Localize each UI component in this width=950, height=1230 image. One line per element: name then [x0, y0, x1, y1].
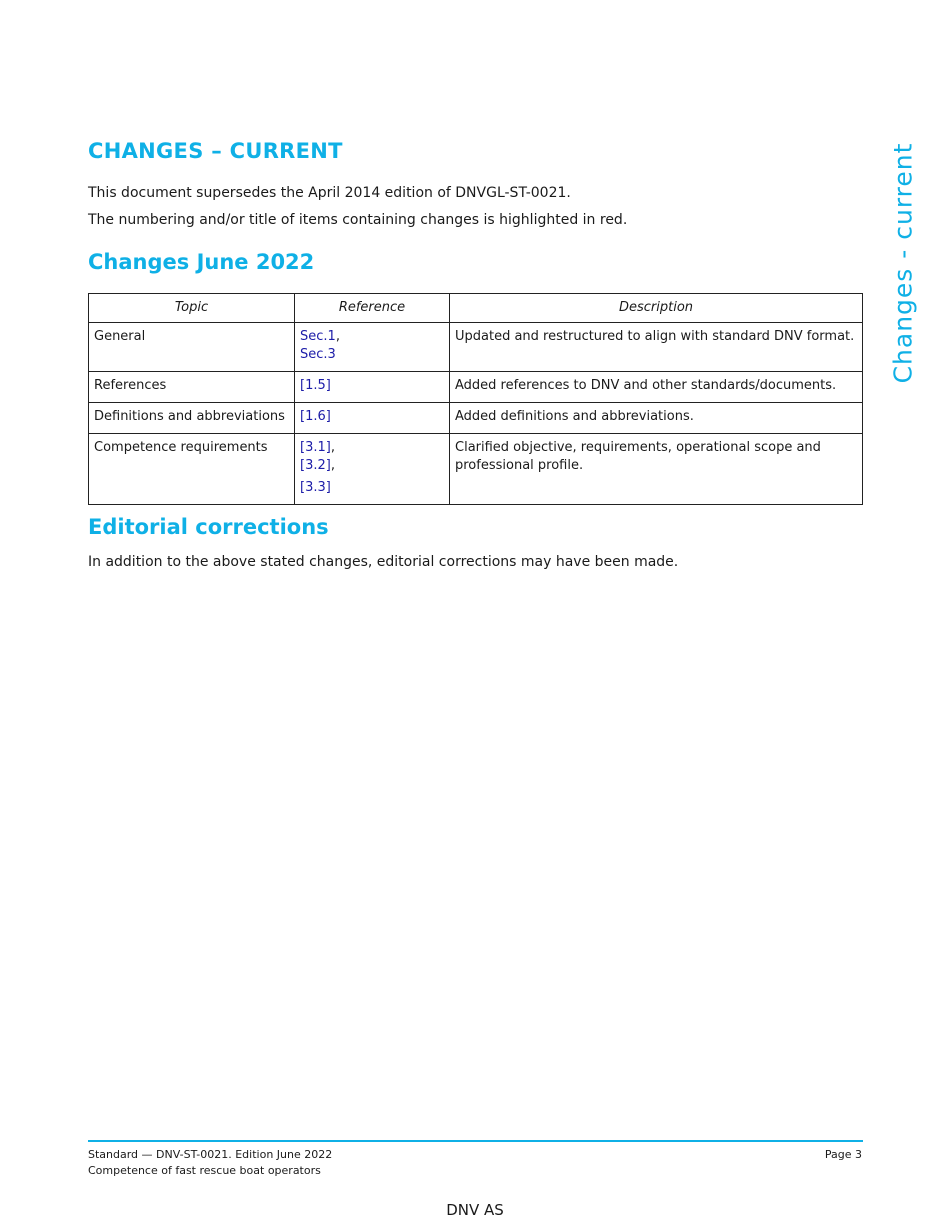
table-row — [89, 403, 863, 434]
table-row — [89, 372, 863, 403]
table-row — [89, 434, 863, 505]
cell-reference: [3.1], [3.2], [3.3] — [295, 434, 450, 505]
footer-divider — [88, 1140, 863, 1142]
cell-description: Clarified objective, requirements, operational scope and professional profile. — [450, 434, 863, 505]
intro-line-supersedes: This document supersedes the April 2014 edition of DNVGL-ST-0021. — [88, 185, 571, 201]
footer-title-line: Competence of fast rescue boat operators — [88, 1164, 321, 1177]
cell-reference — [295, 372, 450, 403]
cell-topic: Definitions and abbreviations — [89, 403, 295, 434]
reference-link[interactable]: [3.1] — [300, 440, 331, 455]
reference-link[interactable]: [3.2] — [300, 458, 331, 473]
header-reference: Reference — [295, 294, 450, 323]
editorial-heading: Editorial corrections — [88, 515, 329, 539]
reference-link[interactable]: [3.3] — [300, 480, 331, 495]
table-row — [89, 323, 863, 372]
cell-reference — [295, 403, 450, 434]
header-description: Description — [450, 294, 863, 323]
changes-table — [88, 293, 863, 505]
cell-reference: Sec.1, Sec.3 — [295, 323, 450, 372]
table-header-row — [89, 294, 863, 323]
cell-description: Added references to DNV and other standards/documents. — [450, 372, 863, 403]
cell-description: Updated and restructured to align with standard DNV format. — [450, 323, 863, 372]
side-tab-label: Changes - current — [888, 142, 918, 383]
page-title: CHANGES – CURRENT — [88, 139, 343, 163]
page-number: Page 3 — [824, 1148, 862, 1161]
company-name: DNV AS — [446, 1201, 504, 1219]
intro-text — [88, 180, 627, 234]
reference-link[interactable]: [1.6] — [300, 409, 331, 424]
intro-line-highlight-note: The numbering and/or title of items containing changes is highlighted in red. — [88, 212, 628, 228]
cell-topic: Competence requirements — [89, 434, 295, 505]
footer-document-info — [88, 1147, 332, 1179]
editorial-text: In addition to the above stated changes, editorial corrections may have been made. — [88, 554, 679, 570]
reference-link[interactable]: [1.5] — [300, 378, 331, 393]
reference-link[interactable]: Sec.3 — [300, 347, 336, 362]
reference-link[interactable]: Sec.1 — [300, 329, 336, 344]
footer-standard-line: Standard — DNV-ST-0021. Edition June 2022 — [88, 1148, 333, 1161]
cell-description: Added definitions and abbreviations. — [450, 403, 863, 434]
changes-heading: Changes June 2022 — [88, 250, 315, 274]
header-topic: Topic — [89, 294, 295, 323]
cell-topic: References — [89, 372, 295, 403]
cell-topic: General — [89, 323, 295, 372]
section-side-tab — [880, 142, 926, 383]
